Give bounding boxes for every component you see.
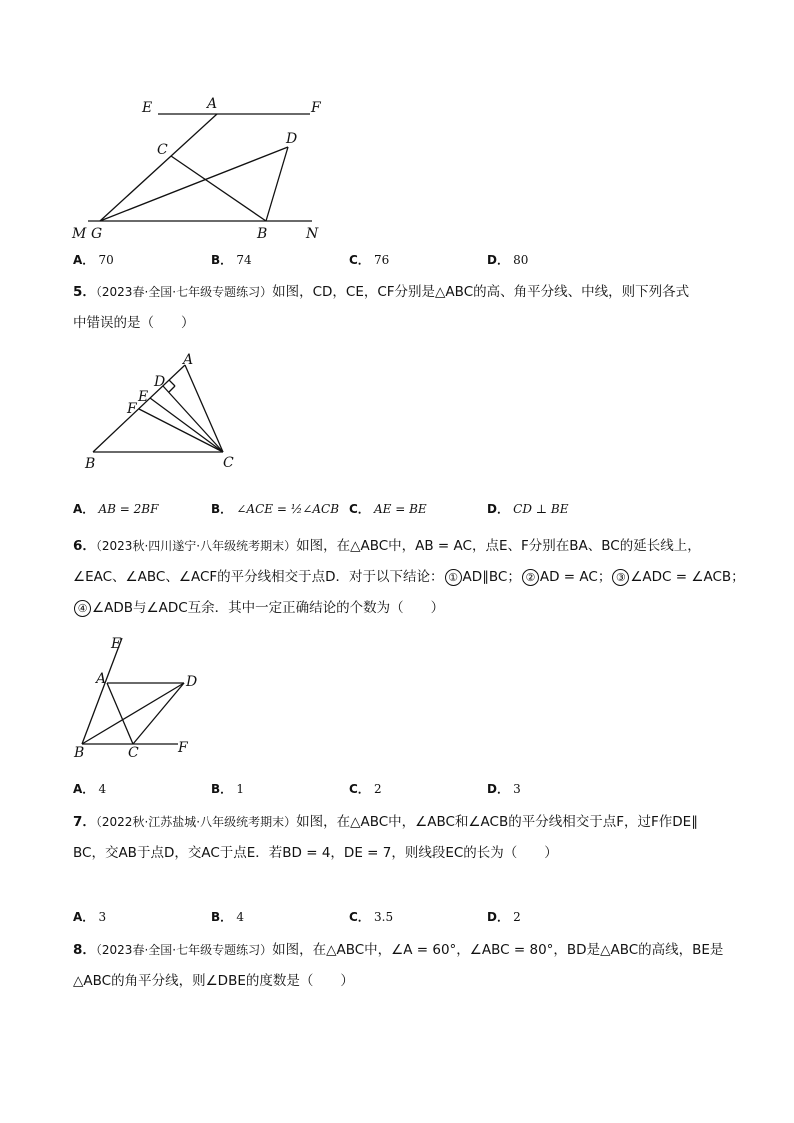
q4-option-a[interactable]: A． 70 [73,253,114,267]
q6-stem-line2: ∠EAC、∠ABC、∠ACF的平分线相交于点D．对于以下结论： ① AD∥BC； ② AD = AC； ③ ∠ADC = ∠ACB； [73,569,745,585]
label-A: A [183,352,194,368]
q4-figure [60,88,350,246]
q6-figure [70,632,210,762]
line-CF [139,409,223,452]
q7-option-d[interactable]: D． 2 [487,910,521,924]
q5-source: （2023春·全国·七年级专题练习） [95,285,273,299]
line-GD [100,147,288,221]
q4-option-d[interactable]: D． 80 [487,253,529,267]
q5-stem-line2: 中错误的是（ ） [73,315,195,331]
label-D: D [186,674,198,690]
q7-option-b[interactable]: B． 4 [211,910,244,924]
q6-number: 6． [73,538,96,554]
q6-option-c[interactable]: C． 2 [349,782,382,796]
q6-source: （2023秋·四川遂宁·八年级统考期末） [95,539,297,553]
line-BE [82,638,122,744]
q7-option-a[interactable]: A． 3 [73,910,107,924]
q5-stem-line1: 5．（2023春·全国·七年级专题练习）如图，CD，CE，CF分别是△ABC的高、角平分线、中线，则下列各式 [73,284,690,300]
q7-number: 7． [73,814,96,830]
circled-2: ② [522,569,539,586]
label-B: B [257,226,268,242]
circled-3: ③ [612,569,629,586]
label-M: M [72,226,87,242]
q7-stem-line1: 7．（2022秋·江苏盐城·八年级统考期末）如图，在△ABC中，∠ABC和∠ACB的平分线相交于点F，过F作DE∥ [73,814,698,830]
label-F: F [127,401,137,417]
q5-option-a[interactable]: A． AB = 2BF [73,502,159,516]
label-A: A [96,671,107,687]
line-BA [93,365,185,452]
label-E: E [138,389,149,405]
label-C: C [128,745,139,761]
line-CD [163,386,223,452]
q7-source: （2022秋·江苏盐城·八年级统考期末） [95,815,297,829]
line-BD [82,683,184,744]
q6-stem-line1: 6．（2023秋·四川遂宁·八年级统考期末）如图，在△ABC中，AB = AC，点E、F分别在BA、BC的延长线上， [73,538,701,554]
right-angle-2 [169,386,175,392]
line-AC [185,365,223,452]
line-AG [100,114,217,221]
line-DB [266,147,288,221]
line-CE [150,398,223,452]
right-angle-1 [169,380,175,386]
circled-1: ① [445,569,462,586]
label-C: C [223,455,234,471]
line-CB [171,156,266,221]
label-C: C [157,142,168,158]
q5-figure [78,350,258,472]
q6-stem-line3: ④ ∠ADB与∠ADC互余．其中一定正确结论的个数为（ ） [73,598,444,618]
label-A: A [207,96,218,112]
label-F: F [178,740,188,756]
q5-option-b[interactable]: B． ∠ACE = ½∠ACB [211,502,340,516]
q6-option-a[interactable]: A． 4 [73,782,107,796]
q4-option-b[interactable]: B． 74 [211,253,252,267]
label-B: B [85,456,96,472]
q8-source: （2023春·全国·七年级专题练习） [95,943,273,957]
label-E: E [111,636,122,652]
q5-option-d[interactable]: D． CD ⊥ BE [487,502,569,516]
q8-stem-line1: 8．（2023春·全国·七年级专题练习）如图，在△ABC中，∠A = 60°，∠ABC = 80°，BD是△ABC的高线，BE是 [73,942,724,958]
q5-option-c[interactable]: C． AE = BE [349,502,427,516]
q8-number: 8． [73,942,96,958]
q6-option-b[interactable]: B． 1 [211,782,244,796]
label-F: F [311,100,321,116]
line-CD [133,683,184,744]
circled-4: ④ [74,600,91,617]
line-AC [107,683,133,744]
label-B: B [74,745,85,761]
q5-number: 5． [73,284,96,300]
label-G: G [91,226,103,242]
q8-stem-line2: △ABC的角平分线，则∠DBE的度数是（ ） [73,973,354,989]
label-D: D [154,374,166,390]
label-N: N [306,226,319,242]
q7-option-c[interactable]: C． 3.5 [349,910,394,924]
q4-option-c[interactable]: C． 76 [349,253,390,267]
label-D: D [286,131,298,147]
q7-stem-line2: BC，交AB于点D，交AC于点E．若BD = 4，DE = 7，则线段EC的长为（ ） [73,845,558,861]
q6-option-d[interactable]: D． 3 [487,782,521,796]
label-E: E [142,100,153,116]
